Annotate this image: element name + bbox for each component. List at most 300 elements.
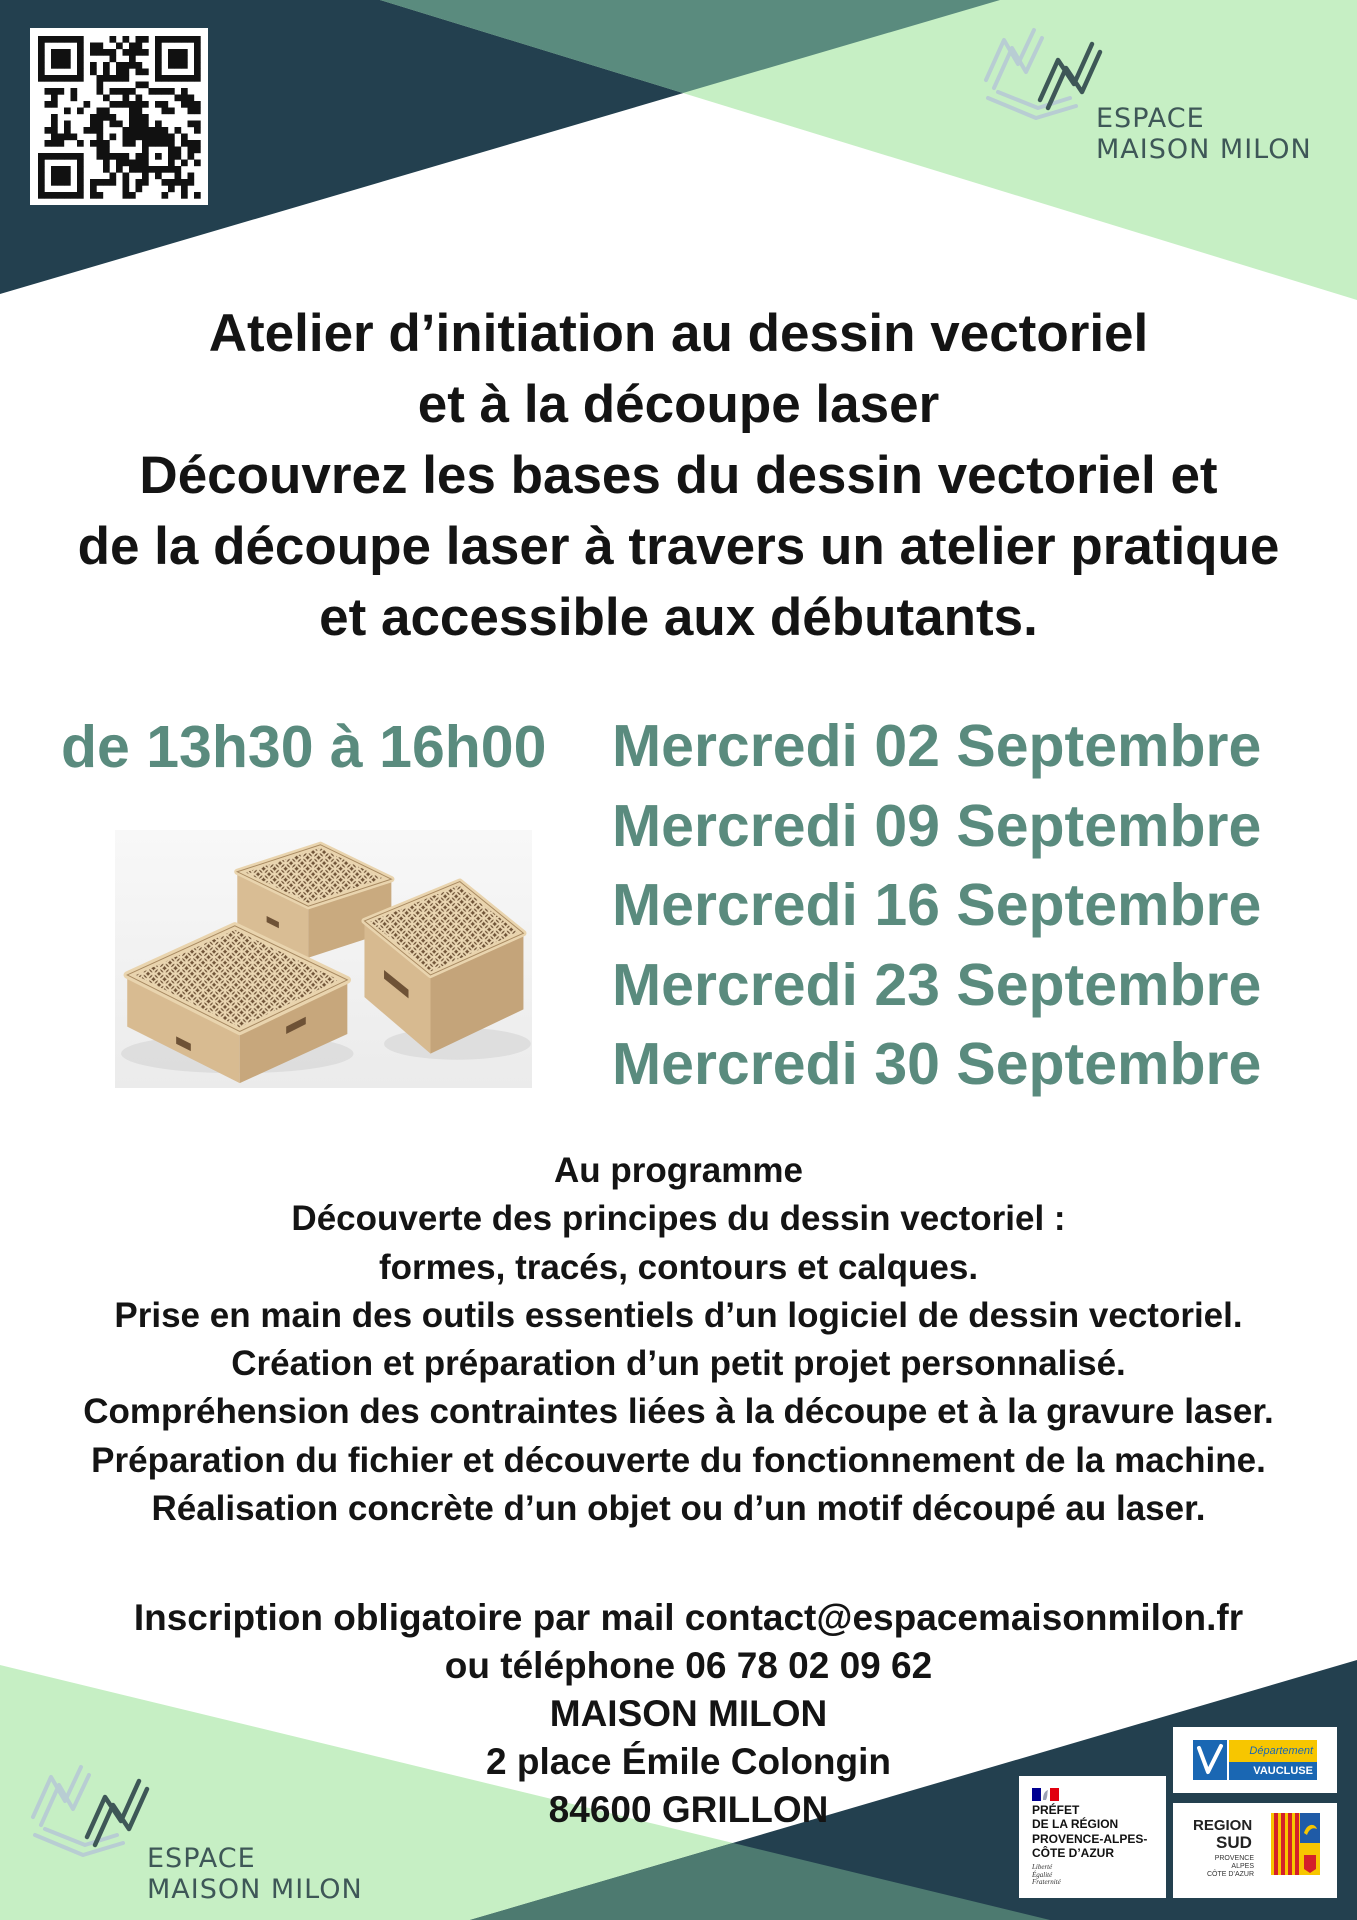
session-time: de 13h30 à 16h00 [61, 714, 547, 780]
qr-module [149, 88, 156, 95]
qr-module [116, 75, 123, 82]
qr-module [58, 56, 65, 63]
program-section [0, 1147, 1357, 1533]
region-sud-subtitle-line: CÔTE D’AZUR [1206, 1871, 1254, 1878]
qr-module [38, 153, 45, 160]
qr-module [168, 134, 175, 141]
qr-module [123, 160, 130, 167]
qr-module [51, 166, 58, 173]
title-line: Atelier d’initiation au dessin vectoriel [208, 304, 1149, 363]
qr-module [38, 160, 45, 167]
prefet-title-line: CÔTE D’AZUR [1032, 1845, 1114, 1860]
qr-module [168, 75, 175, 82]
qr-module [110, 49, 117, 56]
qr-module [168, 147, 175, 154]
qr-module [77, 192, 84, 199]
qr-module [64, 153, 71, 160]
qr-module [103, 147, 110, 154]
logo-wordmark [1096, 103, 1312, 165]
qr-module [194, 127, 201, 134]
qr-module [162, 101, 169, 108]
qr-module [142, 121, 149, 128]
qr-module [194, 108, 201, 115]
qr-module [38, 49, 45, 56]
qr-module [142, 173, 149, 180]
qr-module [45, 36, 52, 43]
qr-module [116, 62, 123, 69]
logo-line-maison-milon: MAISON MILON [147, 1874, 363, 1905]
qr-module [162, 75, 169, 82]
qr-module [181, 75, 188, 82]
qr-module [38, 179, 45, 186]
qr-module [188, 179, 195, 186]
qr-module [136, 121, 143, 128]
qr-module [58, 62, 65, 69]
session-dates [612, 707, 1261, 1105]
qr-module [51, 153, 58, 160]
qr-module [116, 88, 123, 95]
qr-module [129, 127, 136, 134]
qr-module [181, 88, 188, 95]
qr-module [45, 140, 52, 147]
program-line: formes, tracés, contours et calques. [378, 1247, 979, 1287]
qr-module [181, 101, 188, 108]
qr-module [77, 173, 84, 180]
qr-module [155, 121, 162, 128]
title-line: et à la découpe laser [417, 375, 940, 434]
qr-module [129, 140, 136, 147]
qr-module [136, 114, 143, 121]
qr-module [188, 147, 195, 154]
qr-module [181, 192, 188, 199]
qr-module [97, 82, 104, 89]
qr-module [194, 56, 201, 63]
region-sud-subtitle-line: ALPES [1231, 1863, 1254, 1870]
qr-module [116, 153, 123, 160]
program-line: Compréhension des contraintes liées à la découpe et à la gravure laser. [83, 1392, 1274, 1432]
qr-module [45, 88, 52, 95]
qr-module [90, 186, 97, 193]
qr-module [188, 108, 195, 115]
qr-module [64, 108, 71, 115]
qr-module [58, 166, 65, 173]
qr-module [175, 173, 182, 180]
qr-module [194, 43, 201, 50]
qr-module [155, 153, 162, 160]
phone-line: ou téléphone 06 78 02 09 62 [444, 1645, 933, 1686]
qr-module [129, 192, 136, 199]
region-sud-partner-logo [1173, 1803, 1337, 1898]
qr-module [175, 127, 182, 134]
qr-module [77, 49, 84, 56]
qr-module [181, 49, 188, 56]
qr-module [155, 75, 162, 82]
qr-module [77, 75, 84, 82]
qr-module [194, 36, 201, 43]
qr-module [77, 153, 84, 160]
qr-module [71, 75, 78, 82]
qr-module [103, 108, 110, 115]
qr-module [155, 36, 162, 43]
qr-module [155, 166, 162, 173]
qr-module [168, 179, 175, 186]
venue-city: 84600 GRILLON [548, 1789, 829, 1830]
qr-module [103, 69, 110, 76]
qr-module [90, 121, 97, 128]
qr-module [175, 179, 182, 186]
qr-module [194, 75, 201, 82]
qr-module [149, 166, 156, 173]
session-date: Mercredi 23 Septembre [612, 951, 1262, 1018]
qr-module [168, 153, 175, 160]
qr-module [162, 179, 169, 186]
qr-module [110, 121, 117, 128]
qr-module [162, 127, 169, 134]
qr-module [123, 134, 130, 141]
qr-module [103, 140, 110, 147]
qr-module [142, 82, 149, 89]
qr-module [58, 140, 65, 147]
qr-module [103, 179, 110, 186]
qr-module [77, 186, 84, 193]
qr-module [181, 140, 188, 147]
program-heading: Au programme [554, 1151, 803, 1190]
qr-module [136, 101, 143, 108]
program-line: Création et préparation d’un petit projet personnalisé. [231, 1344, 1126, 1384]
qr-module [116, 69, 123, 76]
qr-code [30, 28, 208, 205]
logo-line-maison-milon: MAISON MILON [1096, 134, 1312, 165]
qr-module [90, 127, 97, 134]
qr-module [181, 95, 188, 102]
qr-module [64, 75, 71, 82]
qr-module [58, 134, 65, 141]
qr-module [110, 173, 117, 180]
qr-module [129, 160, 136, 167]
qr-module [110, 101, 117, 108]
qr-module [155, 49, 162, 56]
qr-module [64, 56, 71, 63]
region-sud-name-line1: REGION [1193, 1817, 1253, 1834]
session-date: Mercredi 02 Septembre [612, 713, 1262, 779]
vaucluse-label-bottom: VAUCLUSE [1229, 1762, 1317, 1780]
qr-module [194, 147, 201, 154]
qr-module [155, 88, 162, 95]
qr-module [168, 186, 175, 193]
qr-module [97, 43, 104, 50]
qr-module [129, 101, 136, 108]
qr-module [162, 88, 169, 95]
qr-module [181, 36, 188, 43]
qr-module [97, 140, 104, 147]
qr-module [155, 134, 162, 141]
qr-module [168, 88, 175, 95]
qr-module [97, 121, 104, 128]
qr-module [77, 160, 84, 167]
qr-module [51, 36, 58, 43]
qr-module [175, 153, 182, 160]
qr-module [136, 69, 143, 76]
prefet-partner-logo [1019, 1776, 1166, 1898]
qr-module [116, 101, 123, 108]
qr-module [142, 101, 149, 108]
qr-module [77, 69, 84, 76]
qr-module [162, 36, 169, 43]
qr-module [38, 75, 45, 82]
qr-module [58, 179, 65, 186]
qr-module [129, 88, 136, 95]
qr-module [45, 75, 52, 82]
laser-cut-boxes-photo [115, 830, 532, 1088]
qr-module [129, 49, 136, 56]
qr-module [142, 160, 149, 167]
program-line: Découverte des principes du dessin vectoriel : [291, 1199, 1066, 1239]
qr-module [123, 153, 130, 160]
qr-module [155, 43, 162, 50]
qr-module [71, 192, 78, 199]
qr-module [64, 166, 71, 173]
qr-module [142, 147, 149, 154]
qr-module [155, 56, 162, 63]
qr-module [97, 192, 104, 199]
qr-module [38, 62, 45, 69]
qr-module [142, 179, 149, 186]
qr-module [149, 134, 156, 141]
qr-module [110, 114, 117, 121]
qr-module [51, 114, 58, 121]
qr-module [181, 56, 188, 63]
qr-module [90, 69, 97, 76]
qr-module [103, 160, 110, 167]
qr-module [142, 49, 149, 56]
qr-module [58, 36, 65, 43]
qr-module [181, 134, 188, 141]
qr-module [129, 62, 136, 69]
qr-module [58, 192, 65, 199]
qr-module [188, 36, 195, 43]
qr-module [123, 127, 130, 134]
qr-module [77, 62, 84, 69]
qr-module [97, 179, 104, 186]
prefet-motto-line: Égalité [1032, 1870, 1053, 1879]
prefet-title [1032, 1803, 1147, 1860]
program-line: Réalisation concrète d’un objet ou d’un motif découpé au laser. [151, 1489, 1206, 1529]
logo-line-espace: ESPACE [1096, 103, 1205, 134]
qr-module [84, 101, 91, 108]
qr-module [136, 134, 143, 141]
espace-maison-milon-logo-icon [25, 1757, 153, 1861]
qr-module [162, 166, 169, 173]
qr-module [64, 49, 71, 56]
qr-module [181, 62, 188, 69]
qr-module [51, 179, 58, 186]
qr-module [142, 36, 149, 43]
logo-line-espace: ESPACE [147, 1843, 256, 1874]
region-sud-subtitle [1183, 1855, 1254, 1879]
qr-module [155, 62, 162, 69]
qr-module [116, 160, 123, 167]
qr-module [123, 62, 130, 69]
qr-module [77, 108, 84, 115]
title-line: de la découpe laser à travers un atelier pratique [77, 517, 1280, 576]
qr-module [136, 82, 143, 89]
qr-module [97, 75, 104, 82]
qr-module [142, 153, 149, 160]
qr-module [175, 56, 182, 63]
qr-module [194, 140, 201, 147]
vaucluse-v-icon [1193, 1740, 1227, 1780]
page-title [0, 298, 1357, 653]
qr-module [123, 173, 130, 180]
qr-module [123, 192, 130, 199]
qr-module [64, 127, 71, 134]
region-sud-flag-icon [1271, 1813, 1320, 1875]
qr-module [97, 134, 104, 141]
qr-module [142, 69, 149, 76]
qr-module [168, 166, 175, 173]
program-line: Préparation du fichier et découverte du fonctionnement de la machine. [91, 1440, 1266, 1480]
qr-module [136, 153, 143, 160]
qr-module [71, 88, 78, 95]
qr-module [181, 186, 188, 193]
qr-module [103, 95, 110, 102]
qr-module [136, 127, 143, 134]
qr-module [97, 114, 104, 121]
qr-module [71, 36, 78, 43]
qr-module [155, 101, 162, 108]
qr-module [116, 121, 123, 128]
qr-module [123, 69, 130, 76]
qr-module [129, 108, 136, 115]
session-date: Mercredi 09 Septembre [612, 792, 1262, 859]
qr-module [136, 43, 143, 50]
qr-module [103, 75, 110, 82]
qr-module [51, 95, 58, 102]
qr-module [110, 36, 117, 43]
qr-module [168, 49, 175, 56]
qr-module [136, 95, 143, 102]
qr-module [129, 166, 136, 173]
qr-module [116, 166, 123, 173]
program-line: Prise en main des outils essentiels d’un logiciel de dessin vectoriel. [114, 1295, 1243, 1335]
marianne-flag-icon [1032, 1788, 1059, 1801]
qr-module [188, 153, 195, 160]
qr-module [58, 75, 65, 82]
qr-module [175, 49, 182, 56]
prefet-motto-line: Liberté [1032, 1863, 1053, 1871]
qr-module [71, 95, 78, 102]
qr-module [51, 192, 58, 199]
qr-module [51, 56, 58, 63]
qr-module [162, 140, 169, 147]
qr-module [162, 108, 169, 115]
qr-module [123, 49, 130, 56]
qr-module [155, 140, 162, 147]
qr-module [175, 62, 182, 69]
session-date: Mercredi 30 Septembre [612, 1031, 1262, 1097]
qr-module [194, 192, 201, 199]
qr-module [110, 179, 117, 186]
qr-module [188, 75, 195, 82]
qr-module [38, 173, 45, 180]
prefet-motto-line: Fraternité [1032, 1878, 1061, 1887]
qr-module [194, 69, 201, 76]
region-sud-name-line2: SUD [1216, 1833, 1252, 1852]
qr-module [123, 88, 130, 95]
session-date: Mercredi 16 Septembre [612, 872, 1262, 938]
qr-module [77, 43, 84, 50]
qr-module [103, 153, 110, 160]
qr-module [38, 56, 45, 63]
qr-module [123, 75, 130, 82]
qr-module [129, 134, 136, 141]
qr-module [129, 121, 136, 128]
title-line: Découvrez les bases du dessin vectoriel et [139, 446, 1218, 505]
logo-wordmark [147, 1843, 363, 1905]
qr-module [136, 36, 143, 43]
qr-module [188, 173, 195, 180]
qr-module [58, 173, 65, 180]
qr-module [64, 36, 71, 43]
prefet-title-line: PRÉFET [1032, 1803, 1080, 1817]
qr-module [51, 127, 58, 134]
qr-module [136, 62, 143, 69]
qr-module [77, 179, 84, 186]
qr-module [38, 186, 45, 193]
qr-module [45, 127, 52, 134]
vaucluse-logo [1193, 1740, 1317, 1780]
vaucluse-partner-logo [1173, 1727, 1337, 1793]
qr-module [123, 140, 130, 147]
qr-module [84, 127, 91, 134]
qr-module [142, 134, 149, 141]
qr-module [71, 153, 78, 160]
qr-module [181, 160, 188, 167]
qr-module [123, 186, 130, 193]
qr-module [97, 127, 104, 134]
qr-module [64, 134, 71, 141]
qr-module [162, 192, 169, 199]
qr-module [51, 121, 58, 128]
qr-module [90, 49, 97, 56]
qr-module [110, 75, 117, 82]
qr-module [123, 179, 130, 186]
qr-module [142, 166, 149, 173]
qr-module [194, 49, 201, 56]
qr-module [38, 36, 45, 43]
qr-module [129, 114, 136, 121]
qr-module [51, 49, 58, 56]
qr-module [168, 108, 175, 115]
qr-module [149, 127, 156, 134]
qr-module [110, 56, 117, 63]
qr-module [155, 69, 162, 76]
qr-module [58, 88, 65, 95]
qr-module [77, 56, 84, 63]
qr-module [90, 114, 97, 121]
qr-module [38, 192, 45, 199]
qr-module [136, 108, 143, 115]
qr-module [168, 160, 175, 167]
qr-module [168, 56, 175, 63]
qr-module [123, 95, 130, 102]
qr-module [45, 101, 52, 108]
qr-module [51, 140, 58, 147]
qr-module [116, 43, 123, 50]
qr-module [188, 121, 195, 128]
qr-module [149, 140, 156, 147]
qr-module [136, 186, 143, 193]
